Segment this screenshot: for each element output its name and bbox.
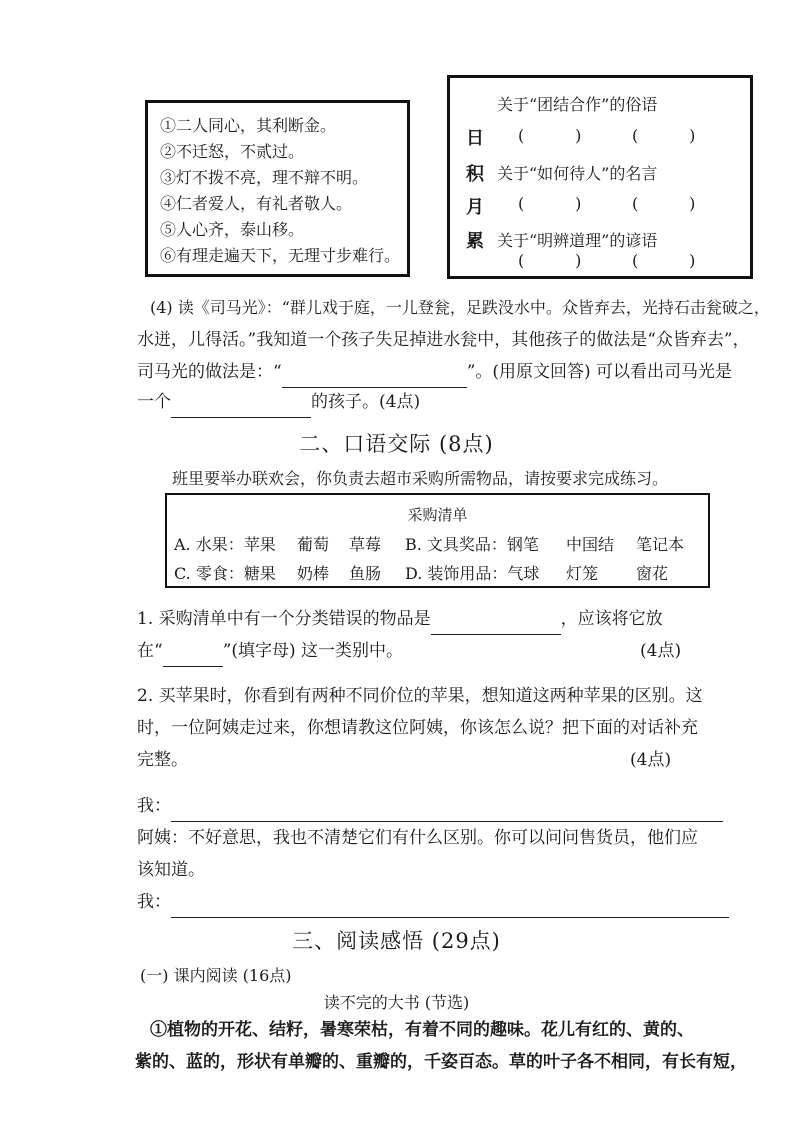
accum-paren-3b: ( )	[632, 251, 696, 270]
accum-row1-title: 关于“团结合作”的俗语	[497, 95, 658, 114]
quote-line-3: ③灯不拨不亮，理不辩不明。	[160, 168, 369, 187]
me-label: 我：	[137, 796, 171, 816]
q2-points: (4点)	[630, 750, 672, 770]
list-item: 窗花	[636, 564, 669, 583]
q4-blank-2[interactable]	[171, 395, 311, 418]
q4-line-2: 水迸，儿得活。”我知道一个孩子失足掉进水瓮中，其他孩子的做法是“众皆弃去”，	[137, 330, 750, 350]
quote-line-4: ④仁者爱人，有礼者敬人。	[160, 194, 353, 213]
q1-blank-item[interactable]	[431, 612, 561, 635]
dialog-me-1	[137, 790, 723, 822]
accum-side-char-2: 积	[466, 164, 484, 185]
dialog-aunt-line-2: 该知道。	[137, 860, 205, 880]
q4-line-4-a: 一个	[137, 392, 171, 412]
q4-blank-1[interactable]	[282, 365, 467, 388]
accum-side-char-1: 日	[466, 128, 484, 149]
quote-line-5: ⑤人心齐，泰山移。	[160, 220, 305, 239]
accum-paren-2a: ( )	[518, 194, 582, 213]
me-label-2: 我：	[137, 892, 171, 912]
section2-title: 二、口语交际 (8点)	[299, 432, 494, 456]
q1-points: (4点)	[640, 641, 682, 661]
q4-line-3-a: 司马光的做法是：“	[137, 362, 282, 382]
q4-line-3	[137, 356, 732, 388]
q1-line-1	[137, 603, 663, 635]
accum-paren-3a: ( )	[518, 251, 582, 270]
list-item: 葡萄	[297, 535, 330, 554]
quote-line-6: ⑥有理走遍天下，无理寸步难行。	[160, 246, 401, 265]
q1-line-2-b: ”(填字母) 这一类别中。	[222, 641, 404, 661]
passage-title: 读不完的大书 (节选)	[323, 993, 470, 1012]
section3-subtitle: (一) 课内阅读 (16点)	[140, 966, 292, 985]
list-item: 鱼肠	[349, 564, 382, 583]
passage-line-1: ①植物的开花、结籽，暑寒荣枯，有着不同的趣味。花儿有红的、黄的、	[150, 1020, 694, 1040]
quotes-box	[145, 100, 410, 277]
accum-paren-2b: ( )	[632, 194, 696, 213]
dialog-aunt-line-1: 阿姨：不好意思，我也不清楚它们有什么区别。你可以问问售货员，他们应	[137, 828, 698, 848]
dialog-answer-2[interactable]	[171, 895, 729, 918]
q2-line-2: 时，一位阿姨走过来，你想请教这位阿姨，你该怎么说？把下面的对话补充	[137, 718, 698, 738]
accum-paren-1b: ( )	[632, 126, 696, 145]
quote-line-2: ②不迁怒，不贰过。	[160, 142, 305, 161]
q4-line-1: (4) 读《司马光》：“群儿戏于庭，一儿登瓮，足跌没水中。众皆弃去，光持石击瓮破之，	[150, 298, 770, 317]
section3-title: 三、阅读感悟 (29点)	[292, 929, 501, 953]
accum-row2-title: 关于“如何待人”的名言	[497, 164, 658, 183]
q4-line-3-b: ”。(用原文回答) 可以看出司马光是	[466, 362, 733, 382]
q1-line-1-a: 1. 采购清单中有一个分类错误的物品是	[137, 609, 431, 629]
q4-line-4-b: 的孩子。(4点)	[311, 392, 421, 412]
q2-line-3: 完整。	[137, 750, 188, 770]
q1-line-2	[137, 635, 403, 667]
dialog-answer-1[interactable]	[171, 799, 723, 822]
list-item: 笔记本	[636, 535, 685, 554]
list-item: A. 水果：苹果	[174, 535, 276, 554]
passage-line-2: 紫的、蓝的，形状有单瓣的、重瓣的，千姿百态。草的叶子各不相同，有长有短，	[135, 1052, 747, 1072]
accum-paren-1a: ( )	[518, 126, 582, 145]
q1-line-1-b: ，应该将它放	[560, 609, 663, 629]
list-item: C. 零食：糖果	[174, 564, 276, 583]
accum-row3-title: 关于“明辨道理”的谚语	[497, 231, 658, 250]
list-item: 奶棒	[297, 564, 330, 583]
q1-line-2-a: 在“	[137, 641, 163, 661]
list-item: B. 文具奖品：钢笔	[405, 535, 539, 554]
q4-line-4	[137, 386, 420, 418]
q1-blank-letter[interactable]	[163, 644, 223, 667]
list-item: 灯笼	[566, 564, 599, 583]
quote-line-1: ①二人同心，其利断金。	[160, 116, 337, 135]
accum-side-char-3: 月	[466, 197, 484, 218]
list-item: 草莓	[349, 535, 382, 554]
section2-intro: 班里要举办联欢会，你负责去超市采购所需物品，请按要求完成练习。	[172, 469, 669, 488]
q2-line-1: 2. 买苹果时，你看到有两种不同价位的苹果，想知道这两种苹果的区别。这	[137, 686, 703, 706]
accum-side-char-4: 累	[466, 231, 484, 252]
list-item: 中国结	[566, 535, 615, 554]
shopping-list-title: 采购清单	[407, 506, 468, 524]
dialog-me-2	[137, 886, 729, 918]
list-item: D. 装饰用品：气球	[405, 564, 540, 583]
